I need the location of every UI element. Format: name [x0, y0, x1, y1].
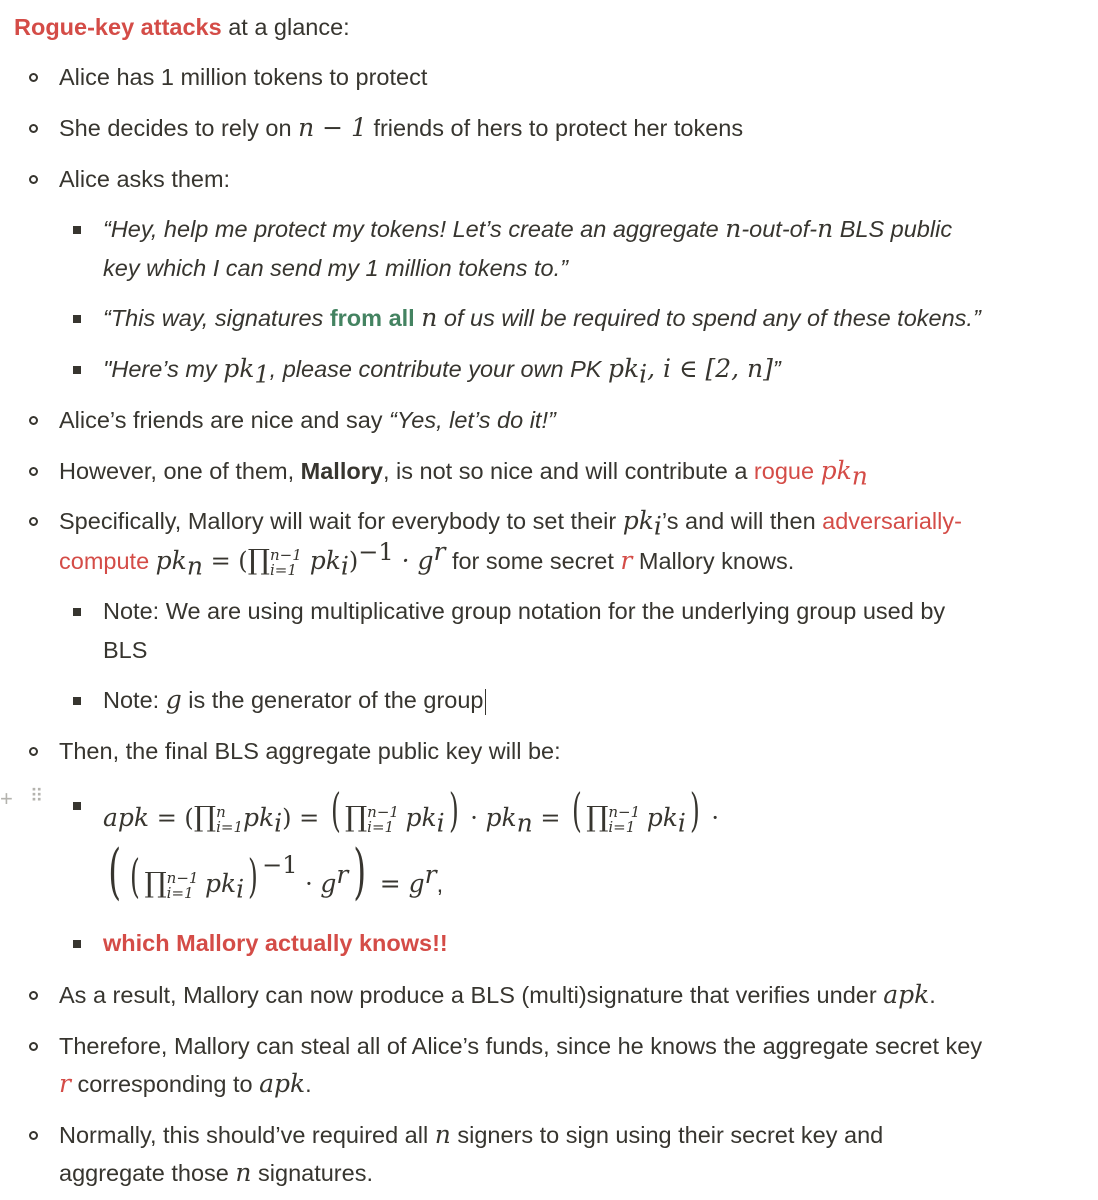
- math-r: r: [59, 1069, 71, 1098]
- math-pk: pk: [820, 456, 852, 485]
- highlight-from-all: from all: [329, 305, 415, 331]
- math: · g: [393, 546, 434, 575]
- bullet-square-icon: [73, 940, 81, 948]
- list-item-line-1: Therefore, Mallory can steal all of Alice’s funds, since he knows the aggregate secret key: [59, 1033, 983, 1059]
- bullet-square-icon: [73, 608, 81, 616]
- product-symbol: ∏: [586, 800, 609, 833]
- limit-top: n−1: [367, 802, 399, 821]
- math-sup: r: [424, 860, 437, 890]
- text: As a result, Mallory can now produce a BLS (multi)signature that verifies under: [59, 982, 884, 1008]
- math-sub: i: [639, 359, 648, 389]
- bullet-circle-icon: [29, 517, 38, 526]
- limit-top: n−1: [269, 545, 302, 564]
- math-sub: 1: [254, 360, 270, 389]
- math-sup: r: [336, 860, 349, 890]
- math: ·: [462, 804, 486, 832]
- product-symbol: ∏: [344, 800, 368, 833]
- mallory-knows: which Mallory actually knows!!: [103, 930, 448, 956]
- text: aggregate those: [59, 1160, 236, 1186]
- text: ’s and will then: [661, 508, 823, 534]
- math-apk: apk: [259, 1069, 306, 1098]
- math-pk: pk: [608, 354, 640, 383]
- text: Specifically, Mallory will wait for everybody to set their: [59, 508, 623, 534]
- product-limits: [367, 802, 399, 836]
- list-item-line-1: [59, 506, 962, 541]
- product-symbol: ∏: [247, 543, 270, 576]
- text: “Yes, let’s do it!”: [389, 407, 556, 433]
- math-sub: i: [274, 808, 283, 838]
- limit-bottom: i=1: [216, 817, 244, 836]
- math-n: n: [421, 303, 438, 332]
- big-paren-open: (: [330, 783, 341, 837]
- product-symbol: ∏: [193, 800, 217, 833]
- text: ”: [772, 356, 781, 382]
- math-pk: pk: [301, 546, 341, 575]
- list-item: [59, 113, 743, 143]
- text: is the generator of the group: [181, 687, 484, 713]
- heading-highlight: Rogue-key attacks: [14, 14, 222, 40]
- math-sub: n: [516, 808, 533, 838]
- math: ): [348, 547, 359, 575]
- math-range: , i ∈ [2, n]: [647, 354, 773, 383]
- add-block-icon[interactable]: +: [0, 786, 13, 811]
- bullet-square-icon: [73, 315, 81, 323]
- bullet-circle-icon: [29, 991, 38, 1000]
- text: .: [305, 1071, 312, 1097]
- note-1-line-1: Note: We are using multiplicative group notation for the underlying group used by: [103, 598, 946, 624]
- big-paren-open: (: [130, 849, 141, 903]
- product-limits: [216, 802, 244, 836]
- math-n: n: [725, 214, 742, 243]
- math-pk: pk: [204, 869, 237, 898]
- text: “Hey, help me protect my tokens! Let’s create an aggregate: [103, 216, 726, 242]
- math-pk: pk: [155, 546, 187, 575]
- math-g: g: [320, 869, 337, 898]
- bullet-square-icon: [73, 697, 81, 705]
- product-limits: [608, 802, 641, 836]
- math-sub: i: [436, 808, 445, 838]
- list-item-line-2: [59, 1069, 312, 1099]
- text: adversarially-: [822, 508, 962, 534]
- math-sup: r: [433, 537, 446, 567]
- text: friends of hers to protect her tokens: [366, 115, 744, 141]
- product-symbol: ∏: [144, 866, 167, 899]
- text: of us will be required to spend any of these tokens.”: [437, 305, 981, 331]
- bullet-circle-icon: [29, 1042, 38, 1051]
- math-sub: n: [851, 461, 868, 491]
- list-item: [59, 980, 936, 1010]
- limit-top: n−1: [166, 868, 199, 887]
- math-n: n: [434, 1120, 451, 1149]
- text: "Here’s my: [103, 356, 224, 382]
- quote-2: [103, 303, 981, 333]
- text: Normally, this should’ve required all: [59, 1122, 435, 1148]
- list-item: Alice has 1 million tokens to protect: [59, 64, 428, 90]
- heading: [14, 12, 350, 42]
- math-apk: apk: [883, 980, 930, 1009]
- text-cursor: [485, 689, 487, 715]
- limit-top: n−1: [608, 802, 641, 821]
- math: = g: [371, 869, 425, 898]
- math-sub: i: [236, 874, 245, 904]
- text: compute: [59, 548, 156, 574]
- equation-line-1: [103, 783, 720, 840]
- bullet-square-icon: [73, 802, 81, 810]
- text: Mallory: [300, 458, 383, 484]
- text: However, one of them,: [59, 458, 301, 484]
- math: =: [532, 804, 569, 832]
- big-paren-close: ): [448, 783, 459, 837]
- bullet-circle-icon: [29, 124, 38, 133]
- list-item: Alice asks them:: [59, 166, 231, 192]
- text: signers to sign using their secret key and: [450, 1122, 884, 1148]
- limit-bottom: i=1: [166, 883, 194, 902]
- big-paren-close: ): [689, 783, 700, 837]
- product-limits: [166, 868, 199, 902]
- quote-3: [103, 354, 781, 389]
- big-paren-open: (: [572, 783, 583, 837]
- text: , please contribute your own PK: [269, 356, 608, 382]
- bullet-square-icon: [73, 366, 81, 374]
- math: =: [291, 804, 327, 832]
- math-pk: pk: [243, 803, 275, 832]
- text: .: [929, 982, 936, 1008]
- math-n: n: [817, 214, 834, 243]
- bullet-circle-icon: [29, 416, 38, 425]
- bullet-circle-icon: [29, 1131, 38, 1140]
- math-pk: pk: [646, 803, 678, 832]
- note-2: [103, 685, 486, 715]
- note-1-line-2: BLS: [103, 637, 148, 663]
- math-pk: pk: [405, 803, 437, 832]
- math: ): [282, 804, 292, 832]
- math: = (: [149, 804, 194, 832]
- text: , is not so nice and will contribute a: [382, 458, 754, 484]
- text: corresponding to: [70, 1071, 260, 1097]
- list-item-line-2: [59, 537, 795, 581]
- math-sub: i: [653, 511, 662, 541]
- math: = (: [202, 547, 248, 575]
- big-paren-close: ): [353, 837, 367, 907]
- bullet-circle-icon: [29, 467, 38, 476]
- math-sub: i: [677, 808, 686, 838]
- limit-bottom: i=1: [269, 560, 297, 579]
- list-item-line-2: [59, 1158, 373, 1188]
- heading-rest: at a glance:: [221, 14, 350, 40]
- equation-line-2: [103, 837, 444, 914]
- drag-handle-icon[interactable]: ⠿: [30, 786, 42, 806]
- math-sub: n: [186, 551, 203, 581]
- math-apk: apk: [103, 803, 150, 832]
- big-paren-open: (: [108, 837, 122, 907]
- text: She decides to rely on: [59, 115, 299, 141]
- math-n: n: [235, 1158, 252, 1187]
- math: ·: [297, 870, 321, 898]
- text: Note:: [103, 687, 166, 713]
- math: ·: [703, 804, 720, 832]
- bullet-circle-icon: [29, 747, 38, 756]
- product-limits: [269, 545, 302, 579]
- quote-1-line-2: key which I can send my 1 million tokens to.”: [103, 255, 568, 281]
- limit-bottom: i=1: [367, 817, 395, 836]
- math-pk: pk: [485, 803, 517, 832]
- math-pk: pk: [622, 506, 654, 535]
- math-n-minus-1: n − 1: [298, 113, 367, 142]
- text: signatures.: [251, 1160, 373, 1186]
- text: rogue: [753, 458, 821, 484]
- math-g: g: [165, 685, 182, 714]
- list-item: [59, 405, 556, 435]
- text: for some secret: [445, 548, 621, 574]
- big-paren-close: ): [248, 849, 259, 903]
- bullet-circle-icon: [29, 175, 38, 184]
- math-r: r: [620, 546, 633, 575]
- text: Mallory knows.: [632, 548, 795, 574]
- math-sup: −1: [358, 538, 394, 567]
- limit-bottom: i=1: [608, 817, 636, 836]
- text: ,: [436, 871, 444, 897]
- text: “This way, signatures: [103, 305, 330, 331]
- text: BLS public: [833, 216, 953, 242]
- math-pk: pk: [223, 354, 255, 383]
- bullet-square-icon: [73, 226, 81, 234]
- text: Alice’s friends are nice and say: [59, 407, 390, 433]
- limit-top: n: [216, 802, 226, 821]
- list-item-line-1: [59, 1120, 883, 1150]
- list-item: [59, 456, 868, 491]
- math-sub: i: [340, 551, 349, 581]
- text: -out-of-: [741, 216, 818, 242]
- quote-1-line-1: [103, 214, 952, 244]
- math-sup: −1: [262, 851, 298, 880]
- list-item: Then, the final BLS aggregate public key will be:: [59, 738, 561, 764]
- bullet-circle-icon: [29, 73, 38, 82]
